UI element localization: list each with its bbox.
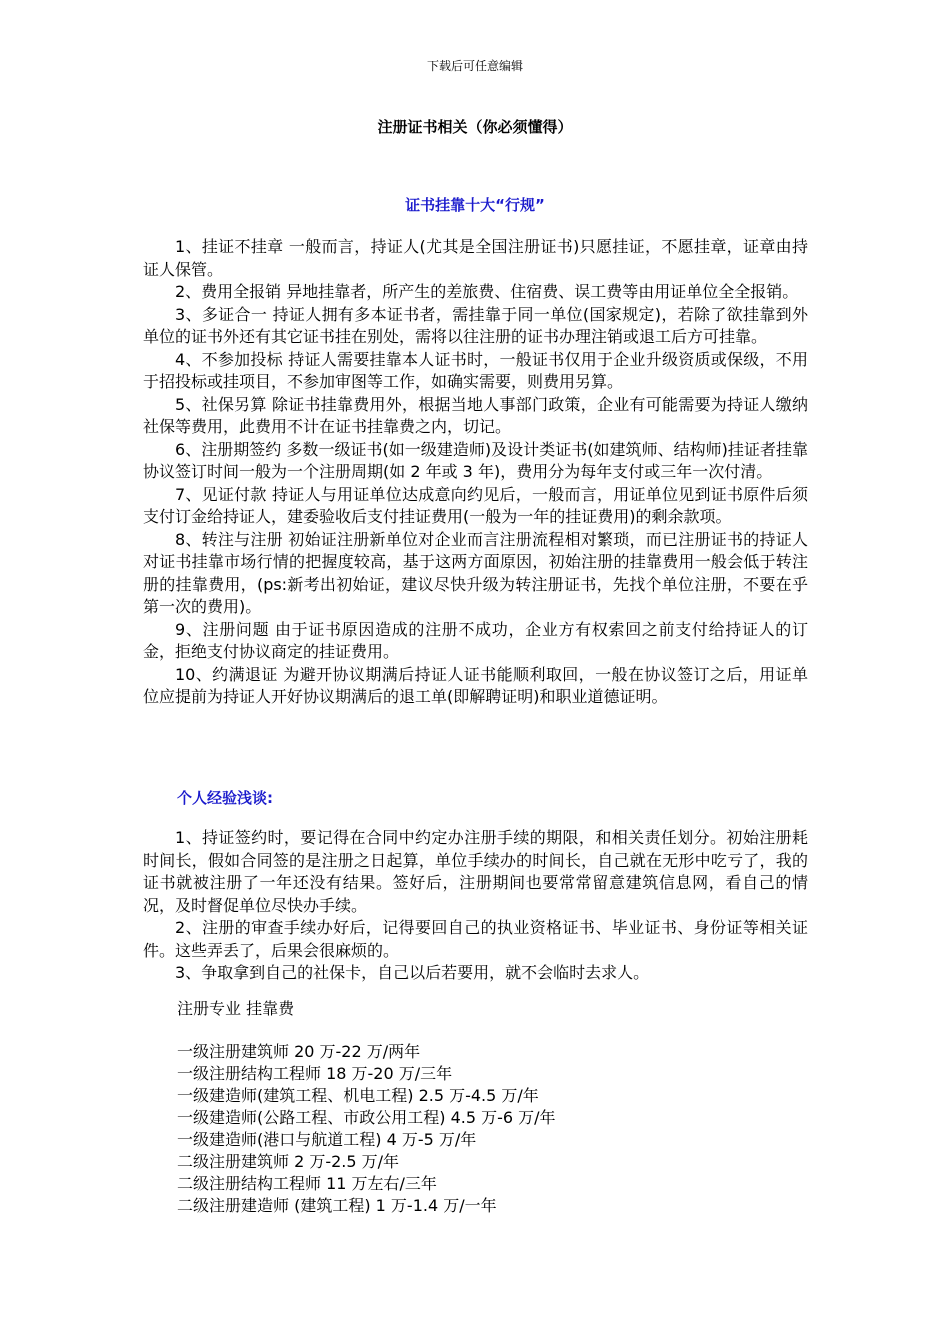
- fee-row: 一级建造师(港口与航道工程) 4 万-5 万/年: [177, 1130, 477, 1149]
- rules-section-heading: 证书挂靠十大“行规”: [405, 196, 545, 214]
- fee-row: 二级注册结构工程师 11 万左右/三年: [177, 1174, 437, 1193]
- rule-item-2: 2、费用全报销 异地挂靠者，所产生的差旅费、住宿费、误工费等由用证单位全全报销。: [175, 282, 799, 301]
- experience-item-3: 3、争取拿到自己的社保卡，自己以后若要用，就不会临时去求人。: [175, 963, 650, 982]
- rule-item-8: 8、转注与注册 初始证注册新单位对企业而言注册流程相对繁琐，而已注册证书的持证人对证书挂靠市场行情的把握度较高，基于这两方面原因，初始注册的挂靠费用一般会低于转注册的挂靠费用，(ps:新考出初始证，建议尽快升级为转注册证书，先找个单位注册，不要在乎第一次的费用)。: [143, 529, 808, 616]
- rule-item-1: 1、挂证不挂章 一般而言，持证人(尤其是全国注册证书)只愿挂证，不愿挂章，证章由持证人保管。: [143, 237, 808, 279]
- fee-row: 二级注册建造师 (建筑工程) 1 万-1.4 万/一年: [177, 1196, 497, 1215]
- experience-list: [143, 827, 808, 985]
- fee-row: 一级注册建筑师 20 万-22 万/两年: [177, 1042, 421, 1061]
- rule-item-6: 6、注册期签约 多数一级证书(如一级建造师)及设计类证书(如建筑师、结构师)挂证者挂靠协议签订时间一般为一个注册周期(如 2 年或 3 年)，费用分为每年支付或三年一次付清。: [143, 439, 808, 481]
- rule-item-3: 3、多证合一 持证人拥有多本证书者，需挂靠于同一单位(国家规定)，若除了欲挂靠到外单位的证书外还有其它证书挂在别处，需将以往注册的证书办理注销或退工后方可挂靠。: [143, 304, 808, 346]
- rule-item-7: 7、见证付款 持证人与用证单位达成意向约见后，一般而言，用证单位见到证书原件后须支付订金给持证人，建委验收后支付挂证费用(一般为一年的挂证费用)的剩余款项。: [143, 484, 808, 526]
- rule-item-9: 9、注册问题 由于证书原因造成的注册不成功，企业方有权索回之前支付给持证人的订金，拒绝支付协议商定的挂证费用。: [143, 619, 808, 661]
- experience-item-2: 2、注册的审查手续办好后，记得要回自己的执业资格证书、毕业证书、身份证等相关证件。这些弄丢了，后果会很麻烦的。: [143, 918, 808, 960]
- header-note: 下载后可任意编辑: [426, 59, 523, 73]
- document-title: 注册证书相关（你必须懂得）: [377, 118, 573, 136]
- experience-section-heading: 个人经验浅谈:: [177, 789, 273, 807]
- rule-item-4: 4、不参加投标 持证人需要挂靠本人证书时，一般证书仅用于企业升级资质或保级，不用于招投标或挂项目，不参加审图等工作，如确实需要，则费用另算。: [143, 349, 808, 391]
- fee-row: 二级注册建筑师 2 万-2.5 万/年: [177, 1152, 400, 1171]
- fee-list: [177, 1041, 797, 1217]
- rules-list: [143, 236, 808, 709]
- rule-item-5: 5、社保另算 除证书挂靠费用外，根据当地人事部门政策，企业有可能需要为持证人缴纳社保等费用，此费用不计在证书挂靠费之内，切记。: [143, 394, 808, 436]
- experience-item-1: 1、持证签约时，要记得在合同中约定办注册手续的期限，和相关责任划分。初始注册耗时间长，假如合同签的是注册之日起算，单位手续办的时间长，自己就在无形中吃亏了，我的证书就被注册了一年还没有结果。签好后，注册期间也要常常留意建筑信息网，看自己的情况，及时督促单位尽快办手续。: [143, 828, 808, 915]
- fee-row: 一级建造师(公路工程、市政公用工程) 4.5 万-6 万/年: [177, 1108, 556, 1127]
- fee-table-heading: 注册专业 挂靠费: [177, 999, 295, 1018]
- fee-row: 一级建造师(建筑工程、机电工程) 2.5 万-4.5 万/年: [177, 1086, 539, 1105]
- rule-item-10: 10、约满退证 为避开协议期满后持证人证书能顺利取回，一般在协议签订之后，用证单位应提前为持证人开好协议期满后的退工单(即解聘证明)和职业道德证明。: [143, 664, 808, 706]
- fee-row: 一级注册结构工程师 18 万-20 万/三年: [177, 1064, 453, 1083]
